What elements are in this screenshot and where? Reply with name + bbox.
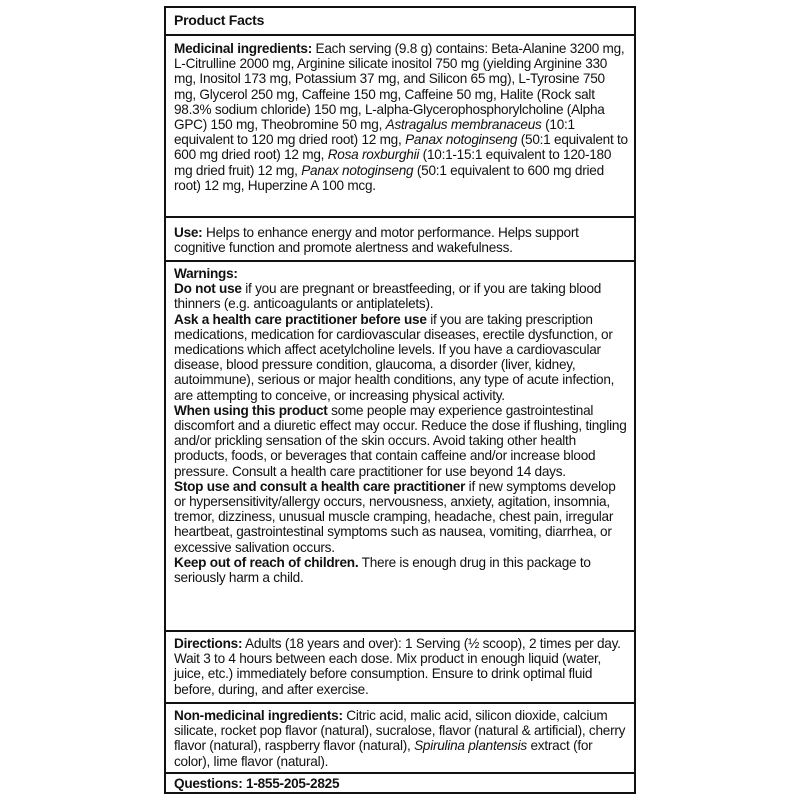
warnings-heading: Warnings: (174, 266, 238, 281)
warnings-section (166, 262, 634, 632)
stop-use-text: if new symptoms develop or hypersensitivity/allergy occurs, nervousness, anxiety, agitation, insomnia, tremor, dizziness, unusual muscle cramping, headache, chest pain, irregular heartbeat, gastrointestinal symptoms such as nausea, vomiting, diarrhea, or excessive salivation occurs. (174, 478, 616, 555)
medicinal-text-4: (10:1-15:1 equivalent to 120-180 mg dried fruit) 12 mg, (174, 147, 612, 178)
medicinal-italic-4: Panax notoginseng (301, 162, 414, 178)
medicinal-italic-3: Rosa roxburghii (327, 147, 420, 163)
medicinal-ingredients-section (166, 36, 634, 218)
non-medicinal-text-2: extract (for color), lime flavor (natural). (174, 738, 593, 769)
non-medicinal-text-1: Citric acid, malic acid, silicon dioxide, calcium silicate, rocket pop flavor (natural), sucralose, flavor (natural & artificial), cherry flavor (natural), raspberry flavor (natural), (174, 708, 626, 754)
when-using-text: some people may experience gastrointestinal discomfort and a diuretic effect may occur. Reduce the dose if flushing, tingling and/or prickling sensation of the skin occurs. Avoid taking other health products, foods, or beverages that contain caffeine and/or increase blood pressure. Consult a health care practitioner for use beyond 14 days. (174, 402, 627, 479)
medicinal-italic-2: Panax notoginseng (405, 132, 518, 148)
directions-section (166, 632, 634, 704)
medicinal-text-2: (10:1 equivalent to 120 mg dried root) 12 mg, (174, 117, 575, 148)
do-not-use-heading: Do not use (174, 281, 242, 297)
medicinal-italic-1: Astragalus membranaceus (385, 117, 542, 133)
label-title: Product Facts (174, 12, 265, 28)
use-text: Helps to enhance energy and motor performance. Helps support cognitive function and promote alertness and wakefulness. (174, 225, 579, 256)
medicinal-text-3: (50:1 equivalent to 600 mg dried root) 12 mg, (174, 132, 628, 163)
questions-line: Questions: 1-855-205-2825 (174, 776, 340, 791)
non-medicinal-heading: Non-medicinal ingredients: (174, 708, 343, 723)
medicinal-text-1: Each serving (9.8 g) contains: Beta-Alanine 3200 mg, L-Citrulline 2000 mg, Arginine silicate inositol 750 mg (yielding Arginine 330 mg, Inositol 173 mg, Potassium 37 mg, and Silicon 65 mg), L-Tyrosine 750 mg, Glycerol 250 mg, Caffeine 150 mg, Caffeine 50 mg, Halite (Rock salt 98.3% sodium chloride) 150 mg, L-alpha-Glycerophosphorylcholine (Alpha GPC) 150 mg, Theobromine 50 mg, (174, 41, 625, 133)
medicinal-heading: Medicinal ingredients: (174, 41, 313, 56)
keep-out-text: There is enough drug in this package to seriously harm a child. (174, 554, 591, 586)
non-medicinal-italic-1: Spirulina plantensis (414, 738, 527, 754)
directions-text: Adults (18 years and over): 1 Serving (½ scoop), 2 times per day. Wait 3 to 4 hours between each dose. Mix product in enough liquid (water, juice, etc.) immediately before consumption. Ensure to drink optimal fluid before, during, and after exercise. (174, 636, 621, 697)
questions-section (166, 774, 634, 794)
medicinal-text-5: (50:1 equivalent to 600 mg dried root) 12 mg, Huperzine A 100 mcg. (174, 162, 604, 193)
directions-heading: Directions: (174, 636, 243, 651)
do-not-use-text: if you are pregnant or breastfeeding, or if you are taking blood thinners (e.g. anticoagulants or antiplatelets). (174, 281, 602, 312)
title-section (166, 8, 634, 36)
stop-use-heading: Stop use and consult a health care practitioner (174, 478, 466, 494)
when-using-heading: When using this product (174, 402, 328, 418)
ask-practitioner-text: if you are taking prescription medications, medication for cardiovascular diseases, erectile dysfunction, or medications which affect acetylcholine levels. If you have a cardiovascular disease, blood pressure condition, glaucoma, a disorder (liver, kidney, autoimmune), serious or major health conditions, any type of acute infection, are attempting to conceive, or increasing physical activity. (174, 311, 615, 403)
non-medicinal-ingredients-section (166, 704, 634, 774)
keep-out-heading: Keep out of reach of children. (174, 554, 359, 570)
ask-practitioner-heading: Ask a health care practitioner before use (174, 311, 427, 327)
use-section (166, 218, 634, 262)
product-facts-label (164, 6, 636, 794)
use-heading: Use: (174, 225, 203, 240)
